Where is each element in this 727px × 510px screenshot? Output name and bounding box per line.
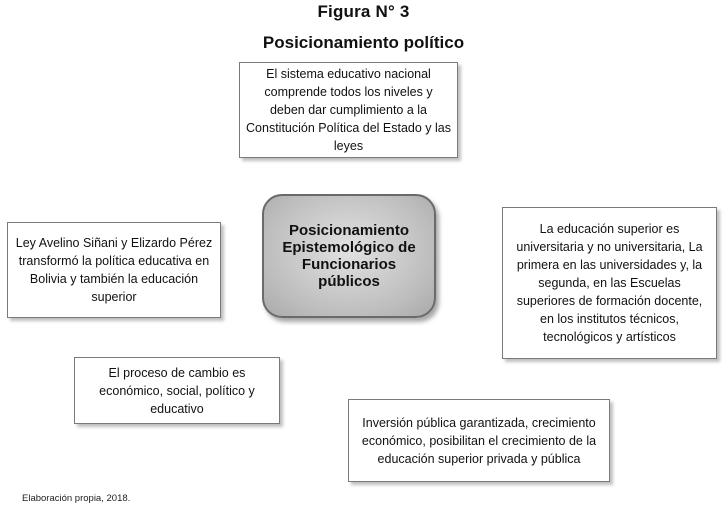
central-concept-node — [262, 194, 436, 318]
statement-box-process-of-change — [74, 357, 280, 424]
statement-text: Inversión pública garantizada, crecimiento económico, posibilitan el crecimiento de la educación superior privada y pública — [361, 415, 597, 466]
statement-box-avelino-sinani-law — [7, 222, 221, 318]
statement-text: El sistema educativo nacional comprende todos los niveles y deben dar cumplimiento a la Constitución Política del Estado y las leyes — [246, 67, 451, 153]
statement-box-public-investment — [348, 399, 610, 482]
statement-text: Ley Avelino Siñani y Elizardo Pérez transformó la política educativa en Bolivia y también la educación superior — [15, 236, 213, 304]
statement-box-national-system — [239, 62, 458, 158]
statement-box-higher-education — [502, 207, 717, 359]
central-concept-text: Posicionamiento Epistemológico de Funcionarios públicos — [282, 222, 416, 290]
source-credit: Elaboración propia, 2018. — [22, 493, 131, 504]
figure-number: Figura N° 3 — [317, 2, 410, 21]
statement-text: El proceso de cambio es económico, social, político y educativo — [99, 365, 255, 416]
statement-text: La educación superior es universitaria y no universitaria, La primera en las universidades y, la segunda, en las Escuelas superiores de formación docente, en los institutos técnicos, tecnológicos y artísticos — [516, 222, 703, 344]
figure-title: Posicionamiento político — [262, 33, 465, 52]
